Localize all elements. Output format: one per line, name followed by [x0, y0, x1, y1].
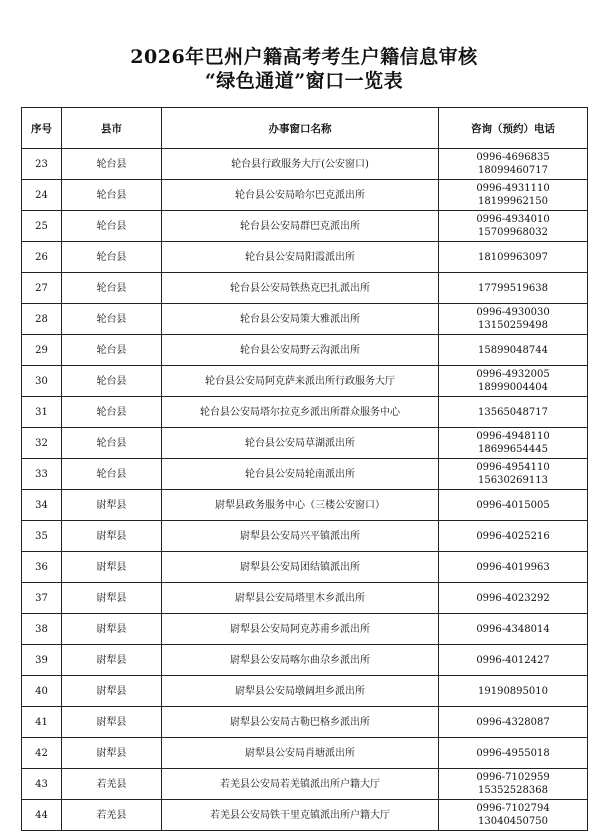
- row-serial-number: 33: [22, 459, 62, 490]
- row-serial-number: 37: [22, 583, 62, 614]
- header-serial-number: 序号: [22, 108, 62, 149]
- row-serial-number: 41: [22, 707, 62, 738]
- row-office-name: 尉犁县公安局塔里木乡派出所: [162, 583, 439, 614]
- row-phone-cell: [439, 397, 588, 428]
- row-county: 若羌县: [62, 800, 162, 831]
- row-phone-number: 0996-4019963: [476, 561, 550, 573]
- row-serial-number: 39: [22, 645, 62, 676]
- row-serial-number: 25: [22, 211, 62, 242]
- row-serial-number: 38: [22, 614, 62, 645]
- table-row: [22, 428, 588, 459]
- row-office-name: 轮台县公安局草湖派出所: [162, 428, 439, 459]
- row-county: 若羌县: [62, 769, 162, 800]
- table-row: [22, 149, 588, 180]
- table-row: [22, 335, 588, 366]
- row-phone-cell: [439, 428, 588, 459]
- row-phone-number: 0996-4932005: [476, 369, 550, 380]
- row-phone-number: 18109963097: [478, 251, 548, 263]
- table-row: [22, 521, 588, 552]
- row-phone-number: 19190895010: [478, 685, 548, 697]
- row-office-name: 若羌县公安局若羌镇派出所户籍大厅: [162, 769, 439, 800]
- row-phone-cell: [439, 738, 588, 769]
- row-county: 轮台县: [62, 366, 162, 397]
- row-phone-number: 0996-4931110: [476, 183, 550, 194]
- row-county: 尉犁县: [62, 738, 162, 769]
- row-office-name: 尉犁县公安局墩阔坦乡派出所: [162, 676, 439, 707]
- header-phone: 咨询（预约）电话: [439, 108, 588, 149]
- row-phone-cell: [439, 335, 588, 366]
- row-serial-number: 30: [22, 366, 62, 397]
- row-office-name: 尉犁县公安局阿克苏甫乡派出所: [162, 614, 439, 645]
- table-row: [22, 397, 588, 428]
- header-county: 县市: [62, 108, 162, 149]
- row-phone-number: 0996-7102959: [476, 772, 550, 783]
- table-row: [22, 769, 588, 800]
- row-county: 轮台县: [62, 273, 162, 304]
- row-county: 尉犁县: [62, 614, 162, 645]
- row-phone-cell: [439, 459, 588, 490]
- row-phone-cell: [439, 366, 588, 397]
- table-row: [22, 366, 588, 397]
- row-office-name: 尉犁县公安局兴平镇派出所: [162, 521, 439, 552]
- row-serial-number: 42: [22, 738, 62, 769]
- row-phone-cell: [439, 645, 588, 676]
- row-county: 轮台县: [62, 335, 162, 366]
- table-body: [22, 149, 588, 831]
- row-phone-number: 18199962150: [478, 196, 548, 207]
- table-row: [22, 211, 588, 242]
- table-row: [22, 180, 588, 211]
- row-phone-number: 13040450750: [478, 816, 548, 827]
- row-phone-number: 0996-4012427: [476, 654, 550, 666]
- row-county: 尉犁县: [62, 552, 162, 583]
- row-office-name: 轮台县公安局阿克萨来派出所行政服务大厅: [162, 366, 439, 397]
- row-phone-number: 0996-4948110: [476, 431, 550, 442]
- row-county: 尉犁县: [62, 707, 162, 738]
- row-phone-number: 18999004404: [478, 382, 548, 393]
- row-county: 尉犁县: [62, 490, 162, 521]
- row-phone-number: 13150259498: [478, 320, 548, 331]
- table-row: [22, 552, 588, 583]
- row-phone-cell: [439, 273, 588, 304]
- page-title: 2026年巴州户籍高考考生户籍信息审核: [130, 46, 478, 68]
- row-phone-number: 0996-4955018: [476, 747, 550, 759]
- row-county: 轮台县: [62, 304, 162, 335]
- row-phone-cell: [439, 304, 588, 335]
- table-row: [22, 490, 588, 521]
- row-office-name: 尉犁县公安局肖塘派出所: [162, 738, 439, 769]
- row-phone-number: 15709968032: [478, 227, 548, 238]
- row-phone-number: 17799519638: [478, 282, 548, 294]
- table-row: [22, 583, 588, 614]
- row-phone-number: 15352528368: [478, 785, 548, 796]
- row-phone-number: 0996-4348014: [476, 623, 550, 635]
- row-office-name: 轮台县公安局野云沟派出所: [162, 335, 439, 366]
- row-county: 轮台县: [62, 211, 162, 242]
- row-phone-cell: [439, 676, 588, 707]
- row-phone-number: 18699654445: [478, 444, 548, 455]
- row-phone-cell: [439, 707, 588, 738]
- row-office-name: 尉犁县政务服务中心（三楼公安窗口）: [162, 490, 439, 521]
- table-header-row: [22, 108, 588, 149]
- row-office-name: 尉犁县公安局团结镇派出所: [162, 552, 439, 583]
- row-county: 轮台县: [62, 149, 162, 180]
- row-phone-cell: [439, 149, 588, 180]
- row-county: 尉犁县: [62, 645, 162, 676]
- row-serial-number: 24: [22, 180, 62, 211]
- row-serial-number: 44: [22, 800, 62, 831]
- row-phone-number: 0996-4930030: [476, 307, 550, 318]
- row-county: 尉犁县: [62, 676, 162, 707]
- row-phone-cell: [439, 769, 588, 800]
- row-office-name: 若羌县公安局铁干里克镇派出所户籍大厅: [162, 800, 439, 831]
- table-row: [22, 304, 588, 335]
- row-phone-cell: [439, 583, 588, 614]
- row-phone-number: 0996-7102794: [476, 803, 550, 814]
- row-phone-cell: [439, 211, 588, 242]
- table-row: [22, 738, 588, 769]
- header-office-name: 办事窗口名称: [162, 108, 439, 149]
- row-serial-number: 29: [22, 335, 62, 366]
- row-serial-number: 31: [22, 397, 62, 428]
- row-county: 尉犁县: [62, 521, 162, 552]
- row-phone-number: 0996-4023292: [476, 592, 550, 604]
- row-office-name: 轮台县公安局轮南派出所: [162, 459, 439, 490]
- row-phone-number: 0996-4696835: [476, 152, 550, 163]
- row-serial-number: 43: [22, 769, 62, 800]
- row-office-name: 轮台县公安局哈尔巴克派出所: [162, 180, 439, 211]
- row-office-name: 轮台县公安局铁热克巴扎派出所: [162, 273, 439, 304]
- row-county: 尉犁县: [62, 583, 162, 614]
- row-phone-number: 0996-4954110: [476, 462, 550, 473]
- row-office-name: 尉犁县公安局古勒巴格乡派出所: [162, 707, 439, 738]
- green-channel-table: [21, 107, 588, 831]
- row-phone-number: 0996-4015005: [476, 499, 550, 511]
- page-subtitle: “绿色通道”窗口一览表: [204, 70, 404, 92]
- row-phone-number: 13565048717: [478, 406, 548, 418]
- row-county: 轮台县: [62, 428, 162, 459]
- row-office-name: 轮台县公安局群巴克派出所: [162, 211, 439, 242]
- table-row: [22, 707, 588, 738]
- table-row: [22, 645, 588, 676]
- row-serial-number: 40: [22, 676, 62, 707]
- row-county: 轮台县: [62, 459, 162, 490]
- row-office-name: 轮台县公安局阳霞派出所: [162, 242, 439, 273]
- row-phone-number: 15899048744: [478, 344, 548, 356]
- row-phone-cell: [439, 800, 588, 831]
- table-row: [22, 459, 588, 490]
- table-row: [22, 614, 588, 645]
- row-phone-cell: [439, 552, 588, 583]
- row-office-name: 尉犁县公安局喀尔曲尕乡派出所: [162, 645, 439, 676]
- row-county: 轮台县: [62, 180, 162, 211]
- row-serial-number: 28: [22, 304, 62, 335]
- row-phone-cell: [439, 242, 588, 273]
- row-serial-number: 23: [22, 149, 62, 180]
- table-row: [22, 273, 588, 304]
- row-county: 轮台县: [62, 242, 162, 273]
- row-serial-number: 27: [22, 273, 62, 304]
- row-phone-cell: [439, 180, 588, 211]
- table-row: [22, 676, 588, 707]
- row-office-name: 轮台县公安局塔尔拉克乡派出所群众服务中心: [162, 397, 439, 428]
- row-phone-number: 0996-4328087: [476, 716, 550, 728]
- table-row: [22, 242, 588, 273]
- row-phone-number: 0996-4025216: [476, 530, 550, 542]
- row-county: 轮台县: [62, 397, 162, 428]
- row-office-name: 轮台县公安局策大雅派出所: [162, 304, 439, 335]
- row-phone-cell: [439, 521, 588, 552]
- row-serial-number: 26: [22, 242, 62, 273]
- row-serial-number: 34: [22, 490, 62, 521]
- row-phone-number: 18099460717: [478, 165, 548, 176]
- row-phone-number: 0996-4934010: [476, 214, 550, 225]
- row-serial-number: 36: [22, 552, 62, 583]
- row-serial-number: 35: [22, 521, 62, 552]
- row-office-name: 轮台县行政服务大厅(公安窗口): [162, 149, 439, 180]
- row-phone-number: 15630269113: [478, 475, 548, 486]
- table-row: [22, 800, 588, 831]
- row-phone-cell: [439, 490, 588, 521]
- row-phone-cell: [439, 614, 588, 645]
- row-serial-number: 32: [22, 428, 62, 459]
